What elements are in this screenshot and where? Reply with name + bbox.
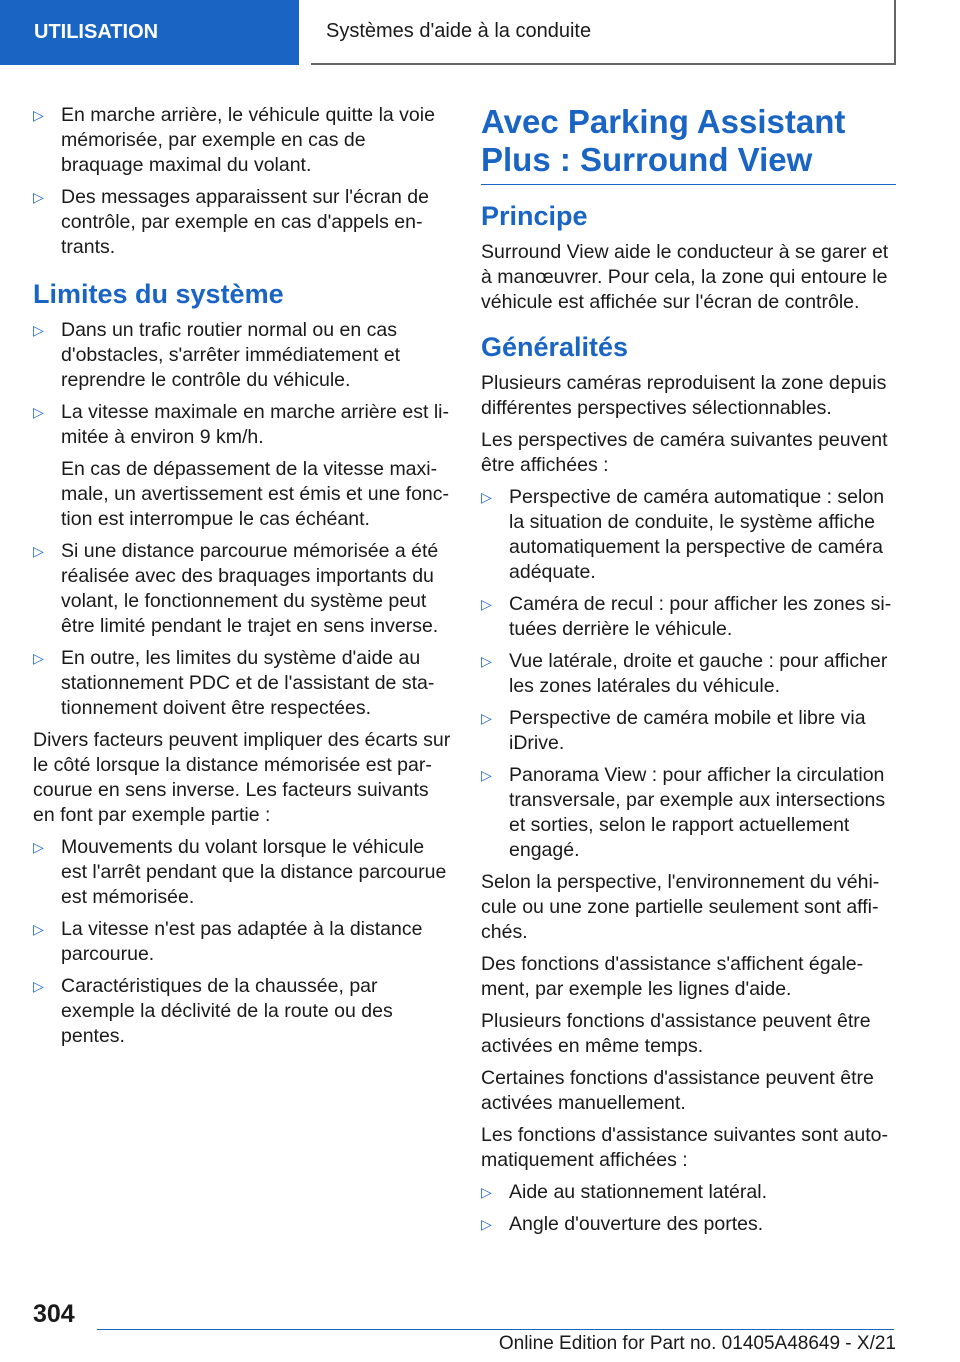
right-column [481, 103, 896, 1244]
triangle-bullet-icon: ▷ [33, 404, 44, 420]
list-item-note: En cas de dépassement de la vitesse maximale, un avertissement est émis et une fonction est interrompue le cas échéant. [61, 458, 450, 530]
list-item: ▷ Dans un trafic routier normal ou en cas d'obstacles, s'arrêter immédiatement et reprendre le contrôle du véhicule. [33, 319, 401, 391]
section-heading: Généralités [481, 332, 629, 362]
triangle-bullet-icon: ▷ [481, 767, 492, 783]
triangle-bullet-icon: ▷ [481, 596, 492, 612]
list-item: ▷ Vue latérale, droite et gauche : pour afficher les zones latérales du véhicule. [481, 650, 888, 697]
edition-footer: Online Edition for Part no. 01405A48649 - X/21 [498, 1333, 896, 1354]
section-heading: Principe [481, 201, 588, 231]
list-item: ▷ Aide au stationnement latéral. [481, 1181, 767, 1203]
page-number: 304 [33, 1300, 75, 1328]
list-item: ▷ Panorama View : pour afficher la circulation transversale, par exemple aux intersections et sorties, selon le rapport actuellement engagé. [481, 764, 886, 861]
footer-divider [97, 1329, 894, 1330]
section-heading: Limites du système [33, 279, 284, 309]
list-item: ▷ La vitesse n'est pas adaptée à la distance parcourue. [33, 918, 423, 965]
triangle-bullet-icon: ▷ [481, 710, 492, 726]
list-item: ▷ La vitesse maximale en marche arrière est limitée à environ 9 km/h. [33, 401, 449, 448]
triangle-bullet-icon: ▷ [33, 107, 44, 123]
triangle-bullet-icon: ▷ [33, 650, 44, 666]
triangle-bullet-icon: ▷ [33, 978, 44, 994]
list-item: ▷ Si une distance parcourue mémorisée a été réalisée avec des braquages importants du volant, le fonctionnement du système peut être limité pendant le trajet en sens inverse. [33, 540, 439, 637]
chapter-title: Systèmes d'aide à la conduite [326, 20, 592, 42]
list-item: ▷ Angle d'ouverture des portes. [481, 1213, 764, 1235]
paragraph: Plusieurs caméras reproduisent la zone depuis différentes perspectives sélectionnables. [481, 372, 887, 419]
triangle-bullet-icon: ▷ [33, 322, 44, 338]
list-item: ▷ Caméra de recul : pour afficher les zones situées derrière le véhicule. [481, 593, 892, 640]
list-item: ▷ Des messages apparaissent sur l'écran de contrôle, par exemple en cas d'appels entrants. [33, 186, 429, 258]
list-item: ▷ En marche arrière, le véhicule quitte la voie mémorisée, par exemple en cas de braquage maximal du volant. [33, 104, 435, 176]
chapter-header [311, 0, 896, 65]
main-title: Avec Parking Assistant Plus : Surround View [481, 103, 896, 185]
section-tab [0, 0, 299, 65]
triangle-bullet-icon: ▷ [481, 489, 492, 505]
list-item: ▷ En outre, les limites du système d'aide au stationnement PDC et de l'assistant de stationnement doivent être respectées. [33, 647, 435, 719]
triangle-bullet-icon: ▷ [33, 543, 44, 559]
list-item: ▷ Perspective de caméra automatique : selon la situation de conduite, le système affiche automatiquement la perspective de caméra adéquate. [481, 486, 885, 583]
section-label: UTILISATION [34, 21, 159, 43]
triangle-bullet-icon: ▷ [481, 1216, 492, 1232]
paragraph: Des fonctions d'assistance s'affichent également, par exemple les lignes d'aide. [481, 953, 864, 1000]
triangle-bullet-icon: ▷ [481, 653, 492, 669]
triangle-bullet-icon: ▷ [33, 839, 44, 855]
list-item: ▷ Caractéristiques de la chaussée, par exemple la déclivité de la route ou des pentes. [33, 975, 393, 1047]
paragraph: Certaines fonctions d'assistance peuvent être activées manuellement. [481, 1067, 874, 1114]
triangle-bullet-icon: ▷ [33, 189, 44, 205]
list-item: ▷ Mouvements du volant lorsque le véhicule est l'arrêt pendant que la distance parcourue est mémorisée. [33, 836, 447, 908]
paragraph: Surround View aide le conducteur à se garer et à manœuvrer. Pour cela, la zone qui entoure le véhicule est affichée sur l'écran de contrôle. [481, 241, 889, 313]
paragraph: Selon la perspective, l'environnement du véhicule ou une zone partielle seulement sont affichés. [481, 871, 880, 943]
triangle-bullet-icon: ▷ [33, 921, 44, 937]
paragraph: Plusieurs fonctions d'assistance peuvent être activées en même temps. [481, 1010, 871, 1057]
left-column [33, 103, 453, 1056]
triangle-bullet-icon: ▷ [481, 1184, 492, 1200]
paragraph: Les perspectives de caméra suivantes peuvent être affichées : [481, 429, 888, 476]
list-item: ▷ Perspective de caméra mobile et libre via iDrive. [481, 707, 866, 754]
paragraph: Les fonctions d'assistance suivantes sont automatiquement affichées : [481, 1124, 888, 1171]
paragraph: Divers facteurs peuvent impliquer des écarts sur le côté lorsque la distance mémorisée est parcourue en sens inverse. Les facteurs suivants en font par exemple partie : [33, 729, 451, 826]
